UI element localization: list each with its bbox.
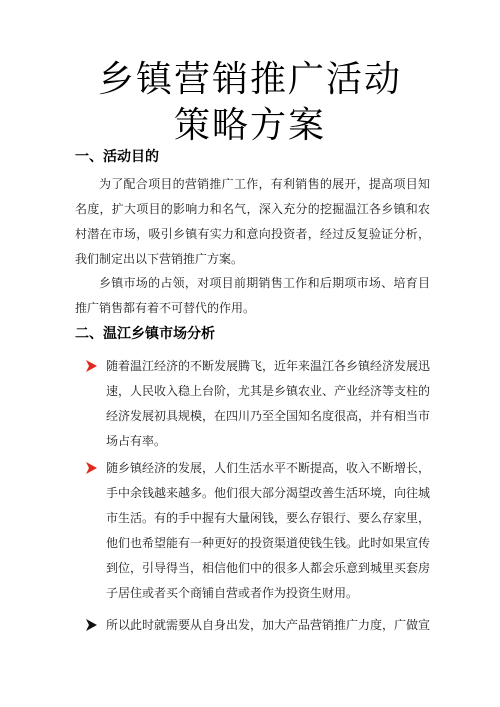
- arrow-bullet-icon: [86, 462, 97, 474]
- arrow-bullet-icon: [86, 360, 97, 372]
- paragraph: 为了配合项目的营销推广工作，有利销售的展开，提高项目知名度，扩大项目的影响力和名气，深入充分的挖掘温江各乡镇和农村潜在市场，吸引乡镇有实力和意向投资者，经过反复验证分析，我们制定出以下营销推广方案。: [75, 177, 430, 266]
- section-heading-purpose: 一、活动目的: [75, 149, 159, 165]
- document-title: 乡镇营销推广活动: [97, 59, 402, 100]
- bullet-text: 随乡镇经济的发展，人们生活水平不断提高，收入不断增长，手中余钱越来越多。他们很大部分渴望改善生活环境，向往城市生活。有的手中握有大量闲钱，要么存银行、要么存家里，他们也希望能有一种更好的投资渠道使钱生钱。此时如果宣传到位，引导得当，相信他们中的很多人都会乐意到城里买套房子居住或者买个商铺自营或者作为投资生财用。: [106, 461, 431, 600]
- bullet-text: 所以此时就需要从自身出发，加大产品营销推广力度，广做宣: [106, 618, 431, 632]
- paragraph: 乡镇市场的占领，对项目前期销售工作和后期项市场、培育目推广销售都有着不可替代的作用。: [75, 276, 430, 315]
- section-heading-market-analysis: 二、温江乡镇市场分析: [75, 326, 215, 342]
- arrow-bullet-icon: [86, 619, 97, 631]
- document-subtitle: 策略方案: [173, 105, 326, 146]
- bullet-text: 随着温江经济的不断发展腾飞，近年来温江各乡镇经济发展迅速，人民收入稳上台阶，尤其是乡镇农业、产业经济等支柱的经济发展初具规模，在四川乃至全国知名度很高，并有相当市场占有率。: [106, 359, 431, 448]
